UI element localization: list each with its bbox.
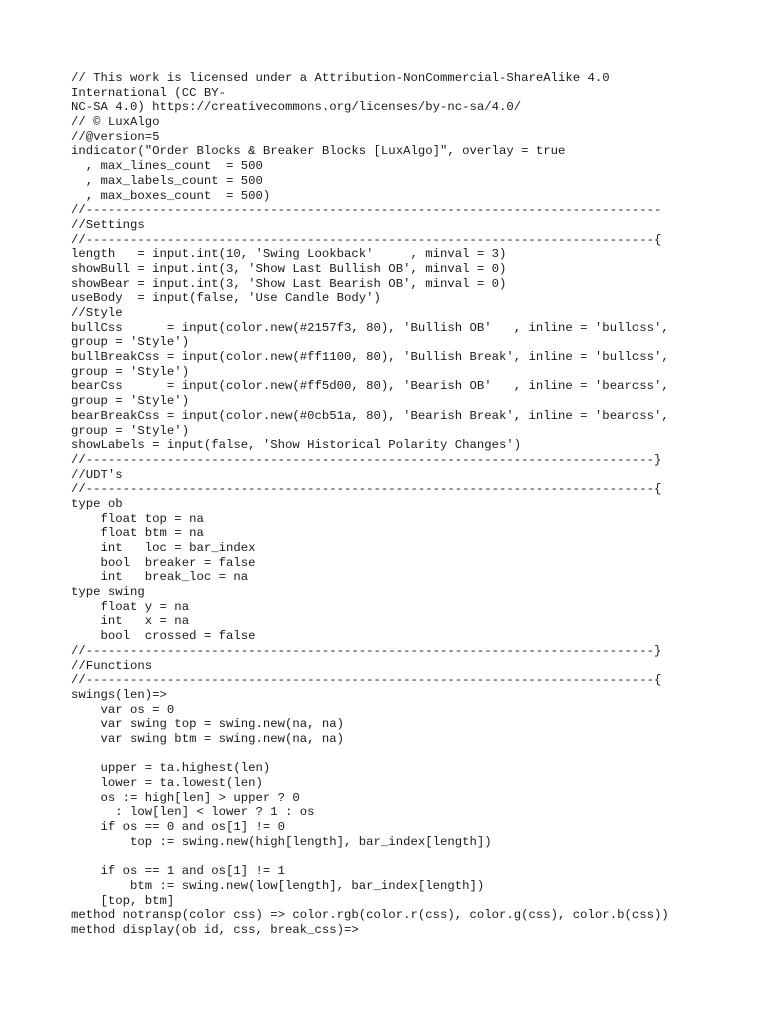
code-line: var swing btm = swing.new(na, na) — [71, 731, 345, 746]
code-line: bullCss = input(color.new(#2157f3, 80), 'Bullish OB' , inline = 'bullcss', — [71, 320, 669, 335]
code-line: btm := swing.new(low[length], bar_index[length]) — [71, 878, 485, 893]
code-line: if os == 0 and os[1] != 0 — [71, 820, 286, 835]
code-line: method notransp(color css) => color.rgb(color.r(css), color.g(css), color.b(css)) — [71, 908, 669, 923]
code-line: useBody = input(false, 'Use Candle Body') — [71, 291, 381, 306]
code-line: // © LuxAlgo — [71, 115, 160, 130]
code-line: //Style — [71, 306, 123, 320]
code-line: : low[len] < lower ? 1 : os — [71, 805, 315, 820]
code-line: var swing top = swing.new(na, na) — [71, 717, 345, 732]
code-line: method display(ob id, css, break_css)=> — [71, 922, 359, 937]
code-line: //-----------------------------------------------------------------------------{ — [71, 232, 662, 247]
code-line: top := swing.new(high[length], bar_index[length]) — [71, 834, 492, 849]
code-line: type swing — [71, 585, 145, 600]
code-line: //@version=5 — [71, 129, 160, 144]
code-line: //Functions — [71, 658, 153, 673]
code-line — [71, 747, 761, 762]
code-line: International (CC BY- — [71, 85, 226, 100]
code-line: // This work is licensed under a Attribution-NonCommercial-ShareAlike 4.0 — [71, 71, 610, 85]
code-line: , max_labels_count = 500 — [71, 173, 263, 188]
code-line: bearCss = input(color.new(#ff5d00, 80), 'Bearish OB' , inline = 'bearcss', — [71, 379, 669, 394]
code-line: //-----------------------------------------------------------------------------{ — [71, 673, 662, 688]
code-line: var os = 0 — [71, 702, 175, 717]
code-line: int loc = bar_index — [71, 541, 256, 555]
code-line: int break_loc = na — [71, 570, 249, 585]
code-line: showBear = input.int(3, 'Show Last Bearish OB', minval = 0) — [71, 276, 507, 291]
code-line: group = 'Style') — [71, 394, 190, 409]
code-line: type ob — [71, 496, 123, 511]
code-line: , max_boxes_count = 500) — [71, 188, 271, 203]
code-line: bullBreakCss = input(color.new(#ff1100, 80), 'Bullish Break', inline = 'bullcss', — [71, 350, 669, 365]
code-line: showLabels = input(false, 'Show Historical Polarity Changes') — [71, 438, 522, 453]
code-line: float y = na — [71, 599, 190, 614]
code-line: //Settings — [71, 217, 145, 232]
code-line: //-----------------------------------------------------------------------------} — [71, 643, 662, 658]
code-line: //-----------------------------------------------------------------------------{ — [71, 482, 662, 497]
code-line: group = 'Style') — [71, 335, 190, 350]
code-line: os := high[len] > upper ? 0 — [71, 790, 300, 805]
code-line: , max_lines_count = 500 — [71, 159, 263, 174]
code-line: if os == 1 and os[1] != 1 — [71, 864, 286, 879]
code-line: indicator("Order Blocks & Breaker Blocks [LuxAlgo]", overlay = true — [71, 144, 566, 159]
code-line: float btm = na — [71, 526, 204, 541]
code-line: float top = na — [71, 511, 204, 526]
code-line: bool breaker = false — [71, 555, 256, 570]
code-line: [top, btm] — [71, 893, 175, 908]
code-line: bearBreakCss = input(color.new(#0cb51a, 80), 'Bearish Break', inline = 'bearcss', — [71, 408, 669, 423]
code-line: upper = ta.highest(len) — [71, 761, 271, 776]
code-line: bool crossed = false — [71, 629, 256, 644]
code-line: group = 'Style') — [71, 423, 190, 438]
code-line: swings(len)=> — [71, 687, 167, 702]
code-line: NC-SA 4.0) https://creativecommons.org/licenses/by-nc-sa/4.0/ — [71, 100, 522, 115]
code-line: length = input.int(10, 'Swing Lookback' , minval = 3) — [71, 247, 507, 262]
code-line: //------------------------------------------------------------------------------ — [71, 203, 662, 218]
code-line: int x = na — [71, 614, 190, 629]
code-line — [71, 849, 761, 864]
code-line: showBull = input.int(3, 'Show Last Bullish OB', minval = 0) — [71, 261, 507, 276]
code-line: //UDT's — [71, 467, 123, 482]
code-line: lower = ta.lowest(len) — [71, 776, 263, 790]
code-line: //-----------------------------------------------------------------------------} — [71, 452, 662, 467]
code-block — [71, 71, 761, 938]
code-line: group = 'Style') — [71, 364, 190, 379]
